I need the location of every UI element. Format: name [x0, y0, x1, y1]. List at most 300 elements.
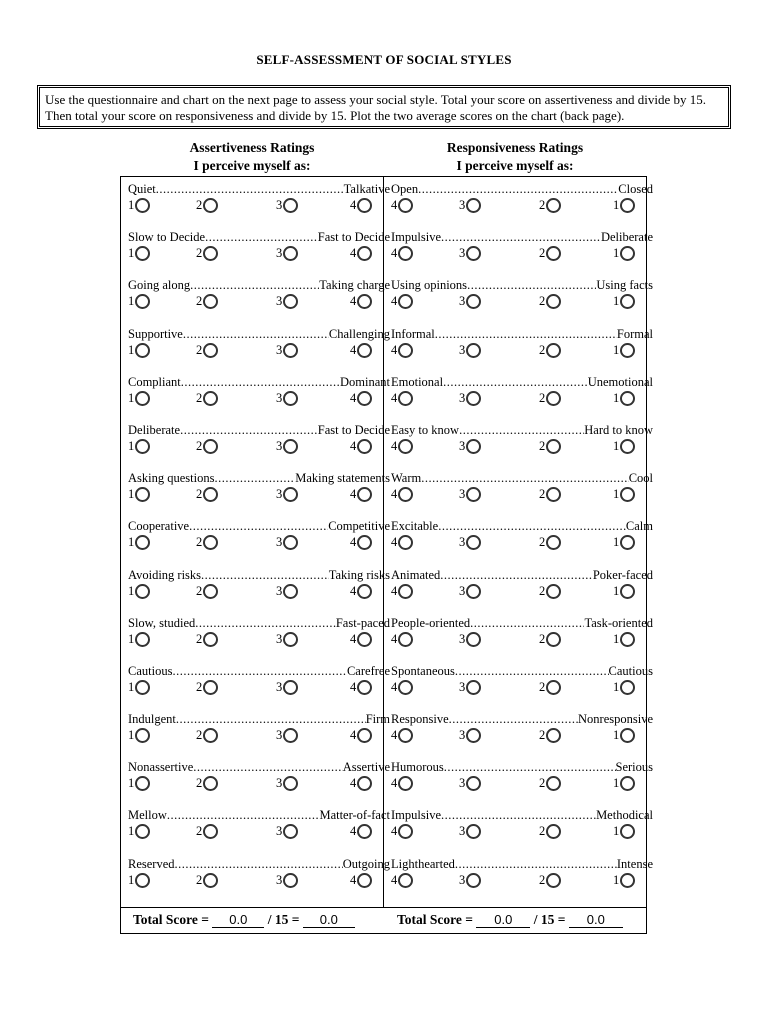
radio-circle-icon[interactable]: [620, 535, 635, 550]
rating-radio-2[interactable]: [196, 632, 218, 647]
radio-circle-icon[interactable]: [135, 294, 150, 309]
rating-value: 4: [391, 631, 398, 646]
rating-value: 3: [459, 679, 466, 694]
rating-value: 1: [613, 776, 620, 791]
radio-circle-icon[interactable]: [135, 246, 150, 261]
radio-circle-icon[interactable]: [283, 584, 298, 599]
rating-radio-3[interactable]: [276, 776, 298, 791]
radio-circle-icon[interactable]: [135, 391, 150, 406]
radio-circle-icon[interactable]: [357, 632, 372, 647]
radio-circle-icon[interactable]: [620, 632, 635, 647]
rating-value: 3: [459, 342, 466, 357]
radio-circle-icon[interactable]: [135, 728, 150, 743]
rating-radio-2[interactable]: [539, 391, 561, 406]
responsiveness-item-right-label: Intense: [616, 856, 653, 871]
rating-radio-2[interactable]: [539, 873, 561, 888]
rating-radio-4[interactable]: [391, 487, 413, 502]
rating-radio-1[interactable]: [613, 873, 635, 888]
assertiveness-item-left-label: Supportive: [128, 326, 183, 341]
radio-circle-icon[interactable]: [546, 535, 561, 550]
radio-circle-icon[interactable]: [620, 776, 635, 791]
rating-radio-1[interactable]: [128, 584, 150, 599]
rating-radio-2[interactable]: [539, 487, 561, 502]
radio-circle-icon[interactable]: [398, 824, 413, 839]
radio-circle-icon[interactable]: [546, 198, 561, 213]
rating-value: 3: [459, 198, 466, 212]
rating-radio-3[interactable]: [276, 584, 298, 599]
responsiveness-item: [391, 417, 653, 465]
radio-circle-icon[interactable]: [466, 294, 481, 309]
rating-radio-4[interactable]: [391, 584, 413, 599]
rating-radio-2[interactable]: [196, 487, 218, 502]
rating-radio-4[interactable]: [391, 391, 413, 406]
rating-radio-3[interactable]: [276, 824, 298, 839]
radio-circle-icon[interactable]: [466, 198, 481, 213]
rating-radio-3[interactable]: [459, 728, 481, 743]
rating-options: [128, 584, 390, 604]
radio-circle-icon[interactable]: [620, 343, 635, 358]
radio-circle-icon[interactable]: [135, 487, 150, 502]
rating-radio-1[interactable]: [128, 776, 150, 791]
radio-circle-icon[interactable]: [357, 584, 372, 599]
radio-circle-icon[interactable]: [546, 680, 561, 695]
rating-radio-3[interactable]: [459, 439, 481, 454]
radio-circle-icon[interactable]: [546, 584, 561, 599]
rating-radio-2[interactable]: [196, 343, 218, 358]
radio-circle-icon[interactable]: [203, 632, 218, 647]
rating-radio-4[interactable]: [391, 294, 413, 309]
radio-circle-icon[interactable]: [466, 776, 481, 791]
rating-radio-3[interactable]: [459, 824, 481, 839]
rating-radio-2[interactable]: [196, 535, 218, 550]
radio-circle-icon[interactable]: [135, 198, 150, 213]
radio-circle-icon[interactable]: [620, 584, 635, 599]
radio-circle-icon[interactable]: [466, 873, 481, 888]
rating-radio-4[interactable]: [391, 728, 413, 743]
radio-circle-icon[interactable]: [203, 343, 218, 358]
radio-circle-icon[interactable]: [357, 294, 372, 309]
radio-circle-icon[interactable]: [620, 873, 635, 888]
radio-circle-icon[interactable]: [283, 535, 298, 550]
radio-circle-icon[interactable]: [135, 343, 150, 358]
radio-circle-icon[interactable]: [357, 391, 372, 406]
rating-radio-4[interactable]: [391, 873, 413, 888]
radio-circle-icon[interactable]: [466, 391, 481, 406]
radio-circle-icon[interactable]: [357, 535, 372, 550]
rating-radio-1[interactable]: [613, 439, 635, 454]
assertiveness-total-field[interactable]: 0.0: [212, 913, 264, 928]
rating-value: 3: [459, 294, 466, 309]
radio-circle-icon[interactable]: [283, 198, 298, 213]
assertiveness-item-left-label: Avoiding risks: [128, 567, 202, 582]
radio-circle-icon[interactable]: [546, 487, 561, 502]
rating-radio-4[interactable]: [350, 680, 372, 695]
radio-circle-icon[interactable]: [135, 824, 150, 839]
rating-radio-3[interactable]: [459, 680, 481, 695]
radio-circle-icon[interactable]: [620, 198, 635, 213]
radio-circle-icon[interactable]: [203, 584, 218, 599]
rating-radio-1[interactable]: [128, 487, 150, 502]
radio-circle-icon[interactable]: [398, 246, 413, 261]
radio-circle-icon[interactable]: [283, 873, 298, 888]
radio-circle-icon[interactable]: [203, 294, 218, 309]
rating-radio-2[interactable]: [539, 343, 561, 358]
responsiveness-item-left-label: Open: [391, 182, 419, 196]
assertiveness-item-right-label: Making statements: [295, 471, 390, 486]
rating-value: 1: [613, 390, 620, 405]
radio-circle-icon[interactable]: [203, 535, 218, 550]
dot-leader: [214, 471, 295, 486]
radio-circle-icon[interactable]: [546, 824, 561, 839]
responsiveness-item: [391, 802, 653, 850]
radio-circle-icon[interactable]: [620, 824, 635, 839]
rating-radio-1[interactable]: [128, 873, 150, 888]
rating-options: [128, 632, 390, 652]
radio-circle-icon[interactable]: [466, 246, 481, 261]
radio-circle-icon[interactable]: [283, 246, 298, 261]
rating-radio-3[interactable]: [459, 776, 481, 791]
radio-circle-icon[interactable]: [357, 487, 372, 502]
rating-radio-3[interactable]: [459, 584, 481, 599]
rating-options: [128, 873, 390, 893]
assertiveness-item-right-label: Outgoing: [342, 856, 390, 871]
rating-radio-3[interactable]: [276, 728, 298, 743]
rating-radio-3[interactable]: [276, 198, 298, 213]
rating-radio-1[interactable]: [128, 535, 150, 550]
assertiveness-item-right-label: Firm: [365, 712, 390, 727]
rating-radio-4[interactable]: [350, 487, 372, 502]
rating-radio-3[interactable]: [276, 246, 298, 261]
rating-radio-4[interactable]: [391, 439, 413, 454]
radio-circle-icon[interactable]: [466, 824, 481, 839]
rating-radio-3[interactable]: [276, 680, 298, 695]
rating-radio-3[interactable]: [459, 873, 481, 888]
rating-radio-3[interactable]: [276, 343, 298, 358]
rating-radio-2[interactable]: [539, 584, 561, 599]
assertiveness-item-left-label: Going along: [128, 278, 191, 293]
radio-circle-icon[interactable]: [283, 776, 298, 791]
radio-circle-icon[interactable]: [466, 728, 481, 743]
responsiveness-item-left-label: Warm: [391, 471, 422, 486]
rating-radio-1[interactable]: [128, 246, 150, 261]
rating-radio-3[interactable]: [276, 632, 298, 647]
radio-circle-icon[interactable]: [135, 873, 150, 888]
rating-radio-3[interactable]: [276, 535, 298, 550]
radio-circle-icon[interactable]: [398, 439, 413, 454]
rating-radio-1[interactable]: [613, 487, 635, 502]
rating-value: 3: [459, 583, 466, 598]
radio-circle-icon[interactable]: [357, 439, 372, 454]
radio-circle-icon[interactable]: [398, 584, 413, 599]
rating-radio-3[interactable]: [459, 632, 481, 647]
rating-value: 3: [276, 872, 283, 887]
rating-radio-2[interactable]: [196, 246, 218, 261]
radio-circle-icon[interactable]: [283, 294, 298, 309]
radio-circle-icon[interactable]: [357, 728, 372, 743]
radio-circle-icon[interactable]: [357, 680, 372, 695]
radio-circle-icon[interactable]: [357, 198, 372, 213]
radio-circle-icon[interactable]: [135, 632, 150, 647]
rating-radio-4[interactable]: [391, 343, 413, 358]
rating-radio-1[interactable]: [613, 728, 635, 743]
radio-circle-icon[interactable]: [546, 343, 561, 358]
assertiveness-heading-title: Assertiveness Ratings: [189, 140, 315, 155]
rating-radio-1[interactable]: [128, 343, 150, 358]
rating-radio-1[interactable]: [613, 391, 635, 406]
rating-radio-4[interactable]: [350, 776, 372, 791]
radio-circle-icon[interactable]: [357, 246, 372, 261]
radio-circle-icon[interactable]: [283, 824, 298, 839]
rating-radio-1[interactable]: [128, 632, 150, 647]
rating-radio-1[interactable]: [613, 824, 635, 839]
radio-circle-icon[interactable]: [620, 439, 635, 454]
radio-circle-icon[interactable]: [283, 487, 298, 502]
rating-radio-1[interactable]: [613, 776, 635, 791]
rating-radio-4[interactable]: [350, 391, 372, 406]
rating-radio-4[interactable]: [391, 246, 413, 261]
rating-radio-2[interactable]: [196, 198, 218, 213]
assertiveness-item-right-label: Taking risks: [328, 567, 390, 582]
rating-radio-2[interactable]: [196, 584, 218, 599]
rating-radio-1[interactable]: [613, 535, 635, 550]
rating-radio-3[interactable]: [276, 873, 298, 888]
responsiveness-total-field[interactable]: 0.0: [476, 913, 530, 928]
rating-radio-3[interactable]: [276, 487, 298, 502]
radio-circle-icon[interactable]: [466, 343, 481, 358]
rating-radio-1[interactable]: [128, 439, 150, 454]
rating-radio-2[interactable]: [196, 680, 218, 695]
radio-circle-icon[interactable]: [546, 776, 561, 791]
rating-radio-4[interactable]: [350, 294, 372, 309]
responsiveness-item: [391, 321, 653, 369]
radio-circle-icon[interactable]: [546, 439, 561, 454]
dot-leader: [444, 760, 616, 775]
rating-radio-1[interactable]: [613, 198, 635, 213]
rating-radio-4[interactable]: [350, 873, 372, 888]
rating-radio-3[interactable]: [276, 439, 298, 454]
radio-circle-icon[interactable]: [203, 873, 218, 888]
radio-circle-icon[interactable]: [620, 246, 635, 261]
radio-circle-icon[interactable]: [398, 198, 413, 213]
responsiveness-item-right-label: Task-oriented: [584, 615, 653, 630]
radio-circle-icon[interactable]: [135, 439, 150, 454]
radio-circle-icon[interactable]: [283, 439, 298, 454]
rating-radio-1[interactable]: [128, 294, 150, 309]
rating-radio-2[interactable]: [539, 439, 561, 454]
rating-radio-4[interactable]: [350, 728, 372, 743]
rating-value: 2: [539, 583, 546, 598]
radio-circle-icon[interactable]: [357, 776, 372, 791]
radio-circle-icon[interactable]: [466, 584, 481, 599]
rating-radio-1[interactable]: [613, 632, 635, 647]
rating-radio-2[interactable]: [196, 824, 218, 839]
radio-circle-icon[interactable]: [203, 680, 218, 695]
rating-options: [128, 680, 390, 700]
rating-radio-2[interactable]: [539, 728, 561, 743]
radio-circle-icon[interactable]: [283, 680, 298, 695]
rating-radio-3[interactable]: [459, 343, 481, 358]
rating-radio-2[interactable]: [539, 776, 561, 791]
page-title: SELF-ASSESSMENT OF SOCIAL STYLES: [256, 52, 512, 67]
rating-radio-3[interactable]: [459, 535, 481, 550]
rating-radio-1[interactable]: [613, 246, 635, 261]
rating-radio-4[interactable]: [350, 584, 372, 599]
rating-value: 4: [350, 198, 357, 212]
rating-radio-4[interactable]: [391, 680, 413, 695]
rating-radio-4[interactable]: [350, 824, 372, 839]
responsiveness-divide-label: / 15 =: [533, 912, 566, 927]
rating-radio-1[interactable]: [613, 343, 635, 358]
rating-value: 2: [539, 438, 546, 453]
rating-radio-1[interactable]: [128, 391, 150, 406]
responsiveness-item-right-label: Formal: [616, 326, 653, 341]
rating-radio-4[interactable]: [391, 632, 413, 647]
rating-radio-3[interactable]: [459, 487, 481, 502]
rating-radio-1[interactable]: [128, 680, 150, 695]
rating-radio-2[interactable]: [196, 873, 218, 888]
radio-circle-icon[interactable]: [203, 198, 218, 213]
rating-radio-4[interactable]: [350, 343, 372, 358]
rating-radio-2[interactable]: [539, 824, 561, 839]
rating-radio-2[interactable]: [539, 246, 561, 261]
rating-radio-3[interactable]: [459, 294, 481, 309]
radio-circle-icon[interactable]: [398, 728, 413, 743]
rating-radio-1[interactable]: [128, 728, 150, 743]
radio-circle-icon[interactable]: [283, 343, 298, 358]
radio-circle-icon[interactable]: [620, 487, 635, 502]
rating-radio-4[interactable]: [350, 632, 372, 647]
radio-circle-icon[interactable]: [203, 487, 218, 502]
rating-radio-3[interactable]: [276, 391, 298, 406]
rating-radio-4[interactable]: [350, 535, 372, 550]
rating-radio-3[interactable]: [276, 294, 298, 309]
rating-radio-3[interactable]: [459, 198, 481, 213]
assertiveness-item: [128, 465, 390, 513]
assertiveness-average-field[interactable]: 0.0: [303, 913, 355, 928]
radio-circle-icon[interactable]: [203, 824, 218, 839]
radio-circle-icon[interactable]: [466, 680, 481, 695]
rating-options: [128, 343, 390, 363]
radio-circle-icon[interactable]: [203, 728, 218, 743]
rating-radio-1[interactable]: [613, 680, 635, 695]
rating-radio-2[interactable]: [196, 728, 218, 743]
radio-circle-icon[interactable]: [398, 535, 413, 550]
radio-circle-icon[interactable]: [546, 246, 561, 261]
rating-radio-1[interactable]: [613, 584, 635, 599]
radio-circle-icon[interactable]: [546, 632, 561, 647]
rating-radio-1[interactable]: [128, 824, 150, 839]
radio-circle-icon[interactable]: [203, 439, 218, 454]
rating-value: 1: [128, 776, 135, 791]
radio-circle-icon[interactable]: [620, 680, 635, 695]
radio-circle-icon[interactable]: [357, 824, 372, 839]
rating-radio-4[interactable]: [350, 198, 372, 213]
rating-radio-4[interactable]: [391, 198, 413, 213]
radio-circle-icon[interactable]: [283, 632, 298, 647]
rating-value: 4: [391, 342, 398, 357]
radio-circle-icon[interactable]: [283, 728, 298, 743]
rating-radio-2[interactable]: [196, 776, 218, 791]
rating-radio-1[interactable]: [613, 294, 635, 309]
dot-leader: [172, 664, 347, 679]
radio-circle-icon[interactable]: [135, 680, 150, 695]
dot-leader: [176, 712, 366, 727]
radio-circle-icon[interactable]: [620, 391, 635, 406]
rating-radio-2[interactable]: [539, 294, 561, 309]
rating-value: 4: [391, 198, 398, 212]
rating-radio-2[interactable]: [539, 198, 561, 213]
radio-circle-icon[interactable]: [203, 776, 218, 791]
assertiveness-item-left-label: Asking questions: [128, 471, 215, 486]
radio-circle-icon[interactable]: [398, 487, 413, 502]
rating-radio-2[interactable]: [539, 680, 561, 695]
radio-circle-icon[interactable]: [398, 391, 413, 406]
radio-circle-icon[interactable]: [546, 728, 561, 743]
rating-radio-2[interactable]: [196, 439, 218, 454]
rating-value: 3: [276, 390, 283, 405]
radio-circle-icon[interactable]: [357, 873, 372, 888]
responsiveness-item-right-label: Unemotional: [587, 374, 653, 389]
radio-circle-icon[interactable]: [466, 487, 481, 502]
rating-radio-4[interactable]: [350, 246, 372, 261]
rating-radio-4[interactable]: [350, 439, 372, 454]
radio-circle-icon[interactable]: [398, 680, 413, 695]
radio-circle-icon[interactable]: [203, 246, 218, 261]
dot-leader: [195, 616, 336, 631]
rating-options: [391, 487, 653, 507]
rating-options: [391, 776, 653, 796]
responsiveness-item-right-label: Poker-faced: [592, 567, 653, 582]
radio-circle-icon[interactable]: [398, 294, 413, 309]
radio-circle-icon[interactable]: [398, 632, 413, 647]
radio-circle-icon[interactable]: [546, 294, 561, 309]
radio-circle-icon[interactable]: [398, 343, 413, 358]
rating-radio-1[interactable]: [128, 198, 150, 213]
radio-circle-icon[interactable]: [546, 873, 561, 888]
radio-circle-icon[interactable]: [620, 728, 635, 743]
radio-circle-icon[interactable]: [546, 391, 561, 406]
rating-radio-2[interactable]: [196, 391, 218, 406]
radio-circle-icon[interactable]: [135, 584, 150, 599]
rating-options: [128, 198, 390, 218]
responsiveness-item-right-label: Cool: [628, 471, 653, 486]
radio-circle-icon[interactable]: [357, 343, 372, 358]
radio-circle-icon[interactable]: [466, 535, 481, 550]
rating-radio-2[interactable]: [196, 294, 218, 309]
rating-radio-3[interactable]: [459, 391, 481, 406]
responsiveness-average-field[interactable]: 0.0: [569, 913, 623, 928]
rating-radio-3[interactable]: [459, 246, 481, 261]
radio-circle-icon[interactable]: [466, 632, 481, 647]
responsiveness-item-right-label: Calm: [625, 519, 653, 534]
radio-circle-icon[interactable]: [466, 439, 481, 454]
radio-circle-icon[interactable]: [398, 873, 413, 888]
responsiveness-item-left-label: Responsive: [391, 712, 449, 727]
rating-radio-4[interactable]: [391, 824, 413, 839]
radio-circle-icon[interactable]: [398, 776, 413, 791]
responsiveness-item-right-label: Hard to know: [584, 422, 653, 437]
rating-radio-4[interactable]: [391, 535, 413, 550]
rating-radio-4[interactable]: [391, 776, 413, 791]
rating-radio-2[interactable]: [539, 632, 561, 647]
radio-circle-icon[interactable]: [135, 535, 150, 550]
radio-circle-icon[interactable]: [203, 391, 218, 406]
radio-circle-icon[interactable]: [620, 294, 635, 309]
radio-circle-icon[interactable]: [135, 776, 150, 791]
rating-value: 1: [613, 679, 620, 694]
rating-radio-2[interactable]: [539, 535, 561, 550]
radio-circle-icon[interactable]: [283, 391, 298, 406]
